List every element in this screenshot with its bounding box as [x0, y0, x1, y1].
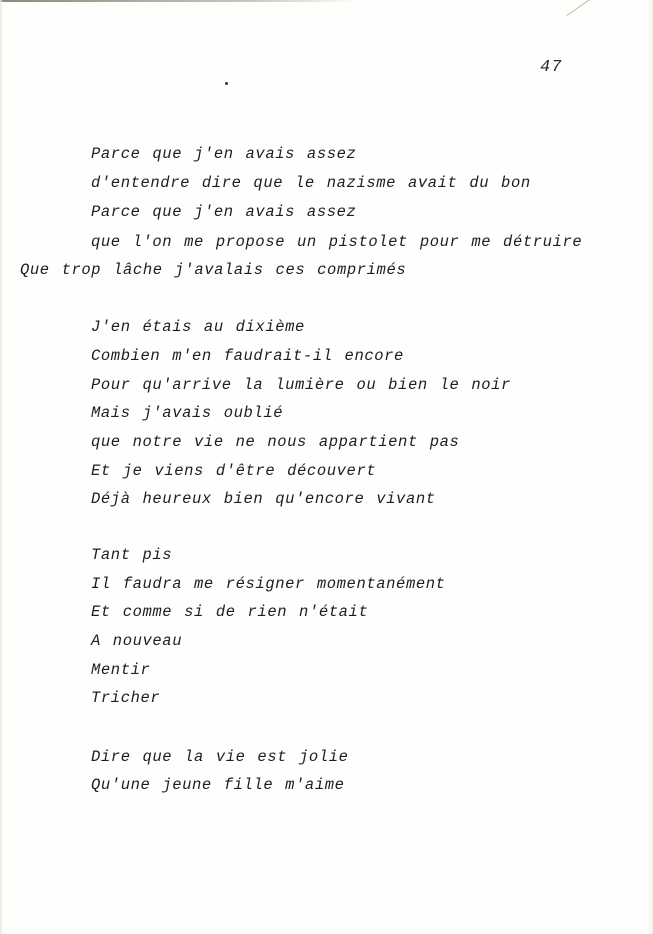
poem-line: d'entendre dire que le nazisme avait du bon	[91, 174, 531, 192]
poem-line: Il faudra me résigner momentanément	[91, 575, 446, 593]
poem-line: Parce que j'en avais assez	[91, 145, 357, 163]
poem-line: Tricher	[91, 689, 161, 707]
poem-line: Mais j'avais oublié	[91, 404, 284, 422]
poem-line: A nouveau	[91, 632, 183, 650]
poem-line: Et je viens d'être découvert	[91, 462, 377, 480]
poem-line: que notre vie ne nous appartient pas	[91, 433, 460, 451]
poem-line: Dire que la vie est jolie	[91, 748, 349, 766]
poem-line: J'en étais au dixième	[91, 318, 305, 336]
poem-line: Qu'une jeune fille m'aime	[91, 776, 345, 794]
poem-line: Parce que j'en avais assez	[91, 203, 357, 221]
poem-line: Pour qu'arrive la lumière ou bien le noir	[91, 376, 511, 394]
poem-line: Tant pis	[91, 546, 173, 564]
poem-line: Déjà heureux bien qu'encore vivant	[91, 490, 436, 508]
page-number: 47	[540, 58, 563, 77]
poem-line: Et comme si de rien n'était	[91, 603, 369, 621]
poem-line: Combien m'en faudrait-il encore	[91, 347, 404, 365]
poem-line: Mentir	[91, 661, 151, 679]
poem-line: Que trop lâche j'avalais ces comprimés	[20, 261, 407, 279]
poem-line: que l'on me propose un pistolet pour me détruire	[91, 233, 583, 251]
